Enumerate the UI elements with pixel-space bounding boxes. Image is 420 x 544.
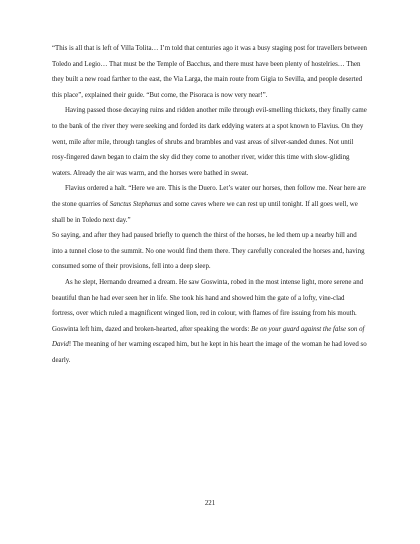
italic-phrase: Sanctus Stephanus bbox=[109, 200, 162, 208]
body-text bbox=[52, 41, 368, 368]
paragraph-3: Flavius ordered a halt. “Here we are. This is the Duero. Let’s water our horses, then follow me. Near here are the stone quarries of Sanctus Stephanus and some caves where we can rest up until tonight. If all goes well, we shall be in Toledo next day.” bbox=[52, 185, 366, 224]
paragraph-1: “This is all that is left of Villa Tolita… I’m told that centuries ago it was a busy staging post for travellers between Toledo and Legio… That must be the Temple of Bacchus, and there must have been plenty of hostelries… Then they built a new road farther to the east, the Via Larga, the main route from Gigia to Sevilla, and people deserted this place”, explained their guide. “But come, the Pisoraca is now very near!”. bbox=[52, 45, 367, 99]
italic-phrase: Be on your guard against the false son of David bbox=[52, 325, 365, 349]
paragraph-2: Having passed those decaying ruins and ridden another mile through evil-smelling thickets, they finally came to the bank of the river they were seeking and forded its dark eddying waters at a spot known to Flavius. On they went, mile after mile, through tangles of shrubs and brambles and vast areas of silver-sanded dunes. Not until rosy-fingered dawn began to claim the sky did they come to another river, wider this time with slow-gliding waters. Already the air was warm, and the horses were bathed in sweat. bbox=[52, 107, 367, 177]
page-number: 221 bbox=[204, 500, 216, 507]
paragraph-4: So saying, and after they had paused briefly to quench the thirst of the horses, he led them up a nearby hill and into a tunnel close to the summit. No one would find them there. They carefully concealed the horses and, having consumed some of their provisions, fell into a deep sleep. bbox=[52, 232, 365, 271]
paragraph-5: As he slept, Hernando dreamed a dream. He saw Goswinta, robed in the most intense light, more serene and beautiful than he had ever seen her in life. She took his hand and showed him the gate of a lofty, vine-clad fortress, over which ruled a magnificent winged lion, red in colour, with flames of fire issuing from his mouth. Goswinta left him, dazed and broken-hearted, after speaking the words: Be on your guard against the false son of David! The meaning of her warning escaped him, but he kept in his heart the image of the woman he had loved so dearly. bbox=[52, 278, 367, 364]
